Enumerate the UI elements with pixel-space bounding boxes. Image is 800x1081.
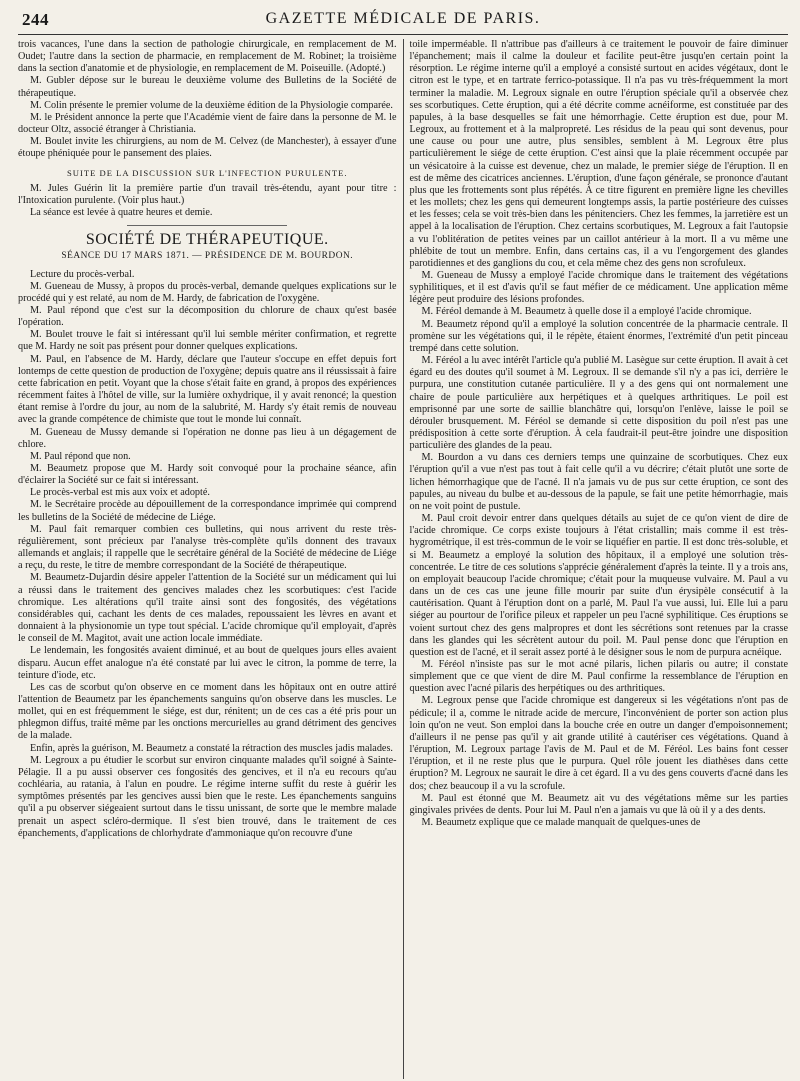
paragraph: La séance est levée à quatre heures et demie. xyxy=(30,207,213,219)
paragraph: Les cas de scorbut qu'on observe en ce moment dans les hôpitaux ont en outre attiré l'attention de Beaumetz par les épanchements sanguins qu'on observe dans les muscles. Le mollet, qui en est fréquemment le siége, est dur, rénitent; un de ces cas a été pris pour un phlegmon diffus, traité même par les onctions mercurielles au grand détriment des gencives de la malade. xyxy=(18,681,397,742)
paragraph: M. Féréol demande à M. Beaumetz à quelle dose il a employé l'acide chromique. xyxy=(421,306,752,318)
paragraph: M. Paul fait remarquer combien ces bulletins, qui nous arrivent du reste très-régulièrement, sont précieux par l'analyse très-complète qu'ils donnent des travaux allemands et anglais; il rappelle que le secrétaire général de la Société de médecine de Liége a reçu, du reste, le titre de membre correspondant de la Société de thérapeutique. xyxy=(18,523,397,572)
paragraph: toile imperméable. Il n'attribue pas d'ailleurs à ce traitement le pouvoir de faire diminuer l'épanchement; mais il calme la douleur et facilite peut-être jusqu'en certain point la résorption. Le régime interne qu'il a employé a consisté surtout en acides végétaux, dont le citron est le type, et en tartrate ferrico-potassique. Il n'a pas vu très-fréquemment la mort terminer la maladie. M. Legroux signale en outre l'éruption spéciale qu'il a observée chez ses scorbutiques. Cette éruption, qui a été décrite comme acnéiforme, est constituée par des papules, à la base desquelles se fait une hémorrhagie. Cette éruption est due, pour M. Legroux, au frottement et à la malpropreté. Les résidus de la peau qui sont devenus, pour une cause ou pour une autre, plus sensibles, semblent à M. Legroux être plus particulièrement le siége de cette éruption. C'est ainsi que la plaie récemment occupée par un vésicatoire à la cuisse est devenue, chez un malade, le premier siége de l'éruption. Il en est de même des cicatrices anciennes. L'éruption, d'une façon générale, se prononce d'autant plus que les frottements sont plus répétés. À ce titre figurent en première ligne les chevilles et les mollets; chez les gens qui demeurent longtemps assis, la partie postérieure des cuisses et les fesses; cela se voit très-bien dans les pénitenciers. Chez les femmes, la jarretière est un appel à la localisation de l'éruption. Chez certains scorbutiques, M. Legroux a fait l'autopsie a vu l'oblitération de petites veines par un caillot antérieur à la mort. Il a vu même une phlébite de tout un membre. Enfin, dans certains cas, il a vu l'engorgement des glandes parotidiennes et des ganglions du cou, et cela même chez des gens non scrofuleux. xyxy=(409,39,788,269)
journal-title: GAZETTE MÉDICALE DE PARIS. xyxy=(265,10,541,27)
paragraph: M. le Président annonce la perte que l'Académie vient de faire dans la personne de M. le docteur Oltz, associé étranger à Christiania. xyxy=(18,111,397,136)
paragraph: M. Beaumetz explique que ce malade manquait de quelques-unes de xyxy=(421,817,701,828)
paragraph: M. Legroux pense que l'acide chromique est dangereux si les végétations n'ont pas de pédicule; il a, comme le nitrade acide de mercure, l'inconvénient de porter son action plus loin qu'on ne veut. Son emploi dans la bouche crée en outre un danger d'empoisonnement; d'ailleurs il ne pense pas qu'il y ait grande utilité à cautériser ces végétations. Quand à l'éruption, M. Legroux partage l'avis de M. Paul et de M. Féréol. Les bains font cesser l'éruption, et il ne reste plus que le purpura. Quel rôle jouent les diathèses dans cette éruption? M. Legroux ne saurait le dire à cet égard. Il a vu des gens couverts d'acné dans les dos; chez beaucoup il a vu la scrofule. xyxy=(409,695,788,792)
paragraph: M. Gueneau de Mussy a employé l'acide chromique dans le traitement des végétations syphilitiques, et il est d'avis qu'il se faut méfier de ce médicament. Une application même légère peut produire des lésions profondes. xyxy=(409,269,788,306)
section-subheading: SUITE DE LA DISCUSSION SUR L'INFECTION PURULENTE. xyxy=(67,167,348,178)
paragraph: M. Beaumetz répond qu'il a employé la solution concentrée de la pharmacie centrale. Il promène sur les végétations qui, il le répète, étaient énormes, l'extrémité d'un petit pinceau trempé dans cette solution. xyxy=(409,318,788,354)
paragraph: Lecture du procès-verbal. xyxy=(30,268,135,280)
paragraph: M. Gueneau de Mussy demande si l'opération ne donne pas lieu à un dégagement de chlore. xyxy=(18,426,397,450)
paragraph: M. Paul est étonné que M. Beaumetz ait vu des végétations même sur les parties gingivales privées de dents. Pour lui M. Paul n'en a jamais vu que là où il y a des dents. xyxy=(409,792,788,816)
two-column-body xyxy=(18,39,788,1079)
paragraph: M. Féréol n'insiste pas sur le mot acné pilaris, lichen pilaris ou autre; il constate simplement que ce que vient de dire M. Paul confirme la ressemblance de l'éruption en question avec l'acné pilaris des herpétiques ou des arthritiques. xyxy=(409,658,788,695)
paragraph: M. Beaumetz propose que M. Hardy soit convoqué pour la prochaine séance, afin d'éclairer la Société sur ce fait si intéressant. xyxy=(18,463,397,487)
society-title: SOCIÉTÉ DE THÉRAPEUTIQUE. xyxy=(85,231,329,249)
paragraph: M. Gueneau de Mussy, à propos du procès-verbal, demande quelques explications sur le procédé qui y est relaté, au nom de M. Hardy, de fabrication de l'oxygène. xyxy=(18,280,397,304)
paragraph: Le procès-verbal est mis aux voix et adopté. xyxy=(30,487,210,499)
paragraph: M. Gubler dépose sur le bureau le deuxième volume des Bulletins de la Société de thérapeutique. xyxy=(18,75,397,99)
paragraph: M. Beaumetz-Dujardin désire appeler l'attention de la Société sur un médicament qui lui a réussi dans le traitement des gencives malades chez les scorbutiques: c'est l'acide chromique. Les altérations qu'il traite ainsi sont des fongosités, des végétations considérables qui, cachant les dents de ces malades, repoussaient les lèvres en avant et donnaient à la physionomie un type tout spécial. L'acide chromique qu'il employait, d'après le conseil de M. Magitot, avait une action locale immédiate. xyxy=(18,572,397,645)
right-column xyxy=(403,39,789,1079)
page-number: 244 xyxy=(22,10,49,29)
paragraph: trois vacances, l'une dans la section de pathologie chirurgicale, en remplacement de M. Oudet; l'autre dans la section de pharmacie, en remplacement de M. Robinet; la troisième dans la section d'anatomie et de physiologie, en remplacement de M. Poiseuille. (Adopté.) xyxy=(18,39,397,75)
paragraph: M. Féréol a lu avec intérêt l'article qu'a publié M. Lasègue sur cette éruption. Il avait à cet égard eu des doutes qu'il soumet à M. Legroux. Il se demande s'il n'y a pas ici, derrière le purpura, une constitution cutanée particulière. Il y a des gens qui ont normalement une chaire de poule particulière aux herpétiques et à quelques arthritiques. Le poil est emprisonné par une sorte de saillie blanchâtre qui, lorsqu'on l'enlève, laisse le poil se dérouler brusquement. M. Féréol se demande si cette disposition du poil n'est pas une prédisposition à cette sorte d'éruption. À cela faudrait-il peut-être joindre une disposition particulière des glandes de la peau. xyxy=(409,355,788,452)
seance-line: SÉANCE DU 17 MARS 1871. — PRÉSIDENCE DE M. BOURDON. xyxy=(61,251,354,262)
paragraph: M. Boulet trouve le fait si intéressant qu'il lui semble mériter confirmation, et regrette que M. Hardy ne soit pas présent pour donner quelques explications. xyxy=(18,329,397,353)
left-column xyxy=(18,39,403,1079)
paragraph: M. Paul croit devoir entrer dans quelques détails au sujet de ce qu'on vient de dire de l'acide chromique. Ce corps existe toujours à l'état cristallin; mais comme il est très-hygrométrique, il est très-commun de le voir se liquéfier en partie. Il est donc très-soluble, et si M. Beaumetz a employé la solution des hôpitaux, il a employé une solution très-concentrée. Le titre de ces solutions s'apprécie généralement d'après la teinte. Il y a trois ans, on employait beaucoup l'acide chromique; c'était pour la muqueuse vulvaire. M. Paul a vu dans un de ces cas une jeune fille mourir par suite d'un érysipèle consécutif à la cautérisation. Quant à l'éruption dont on a parlé, M. Paul l'a vue aussi, lui. Elle lui a paru siéger au pourtour de l'orifice pileux et rappeler un peu l'acné syphilitique. Ces éruptions se voient surtout chez des gens malpropres et dont les sécrétions sont retenues par la crasse dans les glandes qui les sécrètent autour du poil. M. Paul pense donc que l'éruption en question est de l'acné, et il serait assez porté à le désigner sous le nom de purpura acnéique. xyxy=(409,513,788,658)
paragraph: Enfin, après la guérison, M. Beaumetz a constaté la rétraction des muscles jadis malades. xyxy=(30,742,393,754)
paragraph: M. Legroux a pu étudier le scorbut sur environ cinquante malades qu'il soigné à Sainte-Pélagie. Il a pu aussi observer ces fongosités des gencives, et il n'a eu recours qu'au cochléaria, au ratania, à l'alun en poudre. Le régime interne suffit du reste à guérir les symptômes présentés par les gencives aussi bien que le reste. Les épanchements sanguins qu'il a pu observer siégeaient surtout dans le tissu unissant, de sorte que le membre malade prenait un aspect scléro-dermique. Il s'est bien trouvé, dans le traitement de ces épanchements, d'applications de chlorhydrate d'ammoniaque qu'on recouvre d'une xyxy=(18,754,397,839)
paragraph: M. Bourdon a vu dans ces derniers temps une quinzaine de scorbutiques. Chez eux l'éruption qu'il a vue n'est pas tout à fait celle qu'il a vu décrire; c'était plutôt une sorte de lichen hémorrhagique que de l'acné. Il n'a jamais vu de pus sur cette éruption, ce sont des papules, au niveau du bulbe et au-dessous de la papule, se fait une petite hémorrhagie, mais on ne voit point de pustule. xyxy=(409,452,788,512)
paragraph: M. le Secrétaire procède au dépouillement de la correspondance imprimée qui comprend les bulletins de la Société de médecine de Liége. xyxy=(18,499,397,523)
paragraph: M. Paul, en l'absence de M. Hardy, déclare que l'auteur s'occupe en effet depuis fort lontemps de cette question de production de l'oxygène; depuis quatre ans il réussissait à faire cette fabrication en petit. Voyant que la chose s'était faite en grand, à propos des expériences récemment faites à l'hôtel de ville, sur la lumière oxhydrique, il y avait renoncé; la question étant remise à l'ordre du jour, au nom de la salubrité, M. Hardy s'y était remis de nouveau avec la grande compétence de chimiste que tout le monde lui connaît. xyxy=(18,353,397,426)
paragraph: Le lendemain, les fongosités avaient diminué, et au bout de quelques jours elles avaient disparu. Aucun effet analogue n'a été constaté par lui avec le citron, la pomme de terre, la teinture d'iode, etc. xyxy=(18,645,397,681)
section-divider xyxy=(127,225,287,226)
paragraph: M. Jules Guérin lit la première partie d'un travail très-étendu, ayant pour titre : l'Intoxication purulente. (Voir plus haut.) xyxy=(18,182,397,206)
paragraph: M. Colin présente le premier volume de la deuxième édition de la Physiologie comparée. xyxy=(30,99,393,111)
paragraph: M. Paul répond que non. xyxy=(30,450,131,462)
paragraph: M. Boulet invite les chirurgiens, au nom de M. Celvez (de Manchester), à essayer d'une étoupe phéniquée pour le pansement des plaies. xyxy=(18,136,397,160)
page-header xyxy=(18,8,788,35)
paragraph: M. Paul répond que c'est sur la décomposition du chlorure de chaux qu'est basée l'opération. xyxy=(18,304,397,329)
